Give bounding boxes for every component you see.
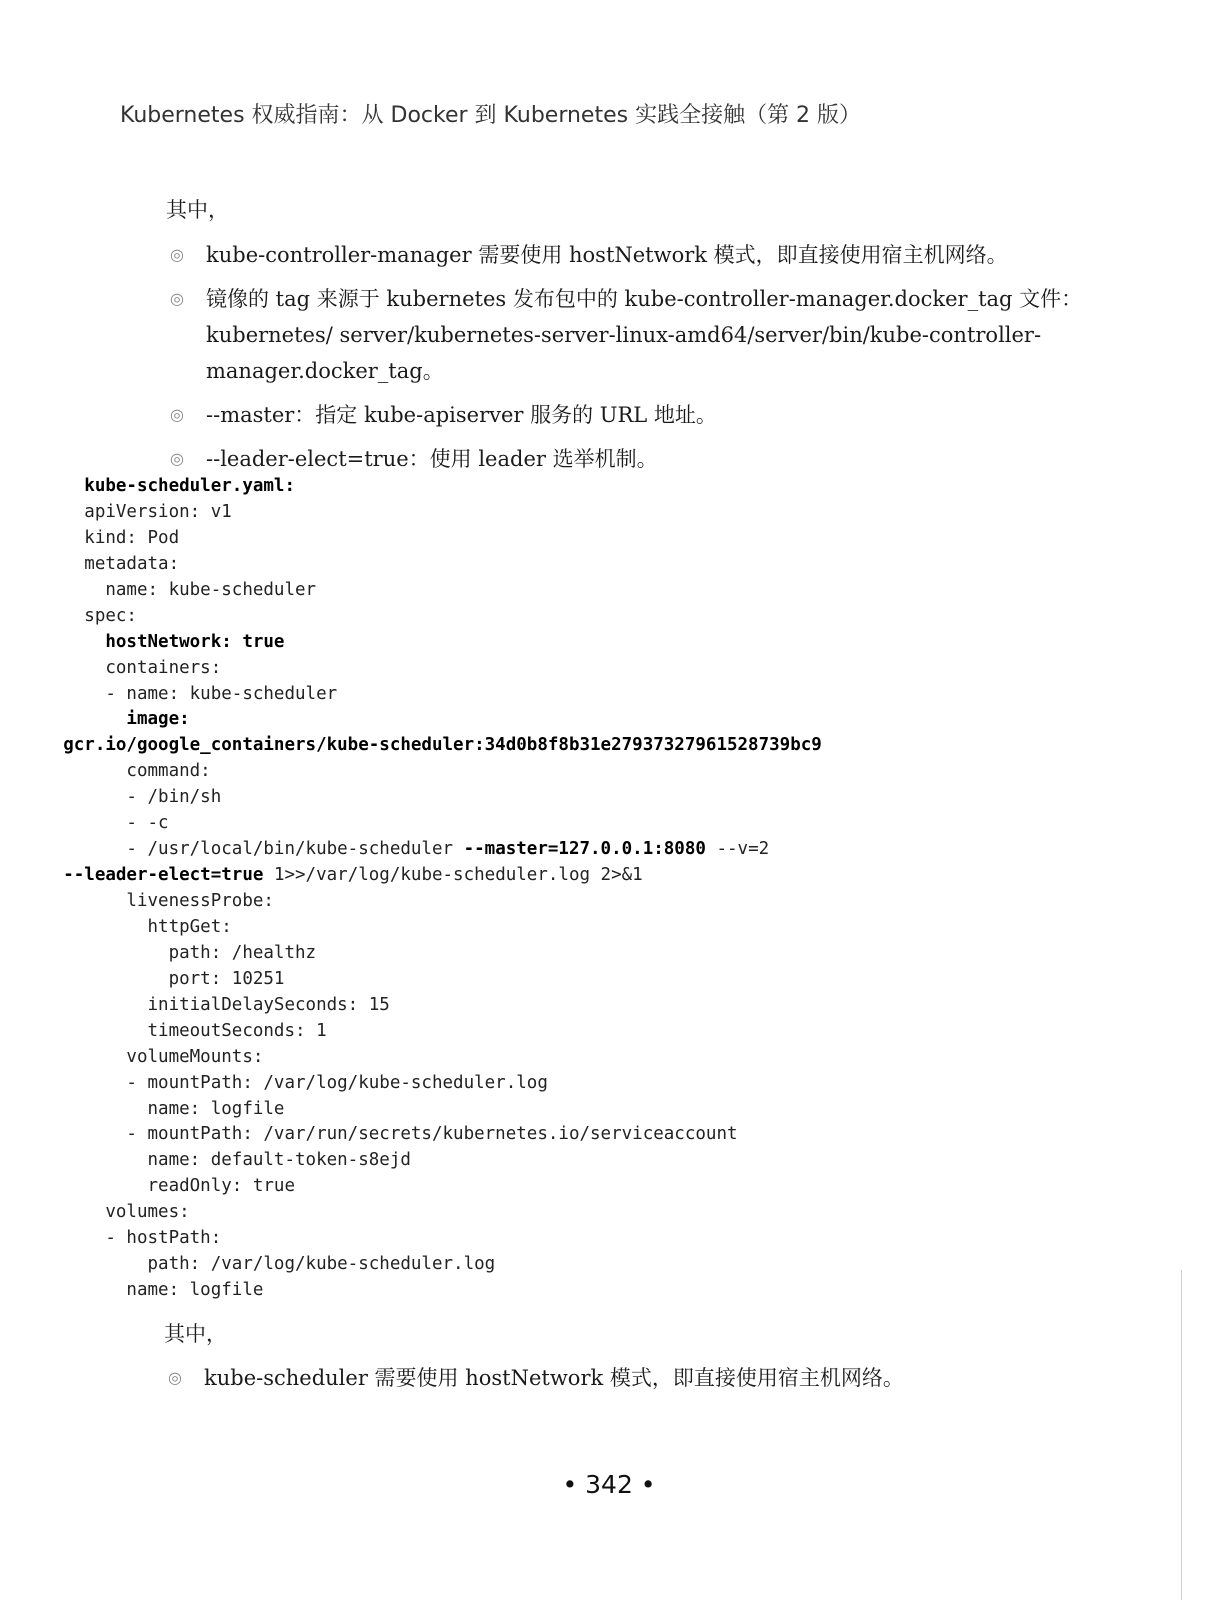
code-line (0, 630, 822, 656)
bullet-text: kube-controller-manager 需要使用 hostNetwork 模式，即直接使用宿主机网络。 (206, 243, 1008, 267)
code-segment: kind: Pod (0, 527, 180, 548)
code-line (0, 837, 822, 863)
double-circle-bullet-icon: ◎ (170, 405, 184, 424)
code-line (0, 733, 822, 759)
code-segment: containers: (0, 657, 222, 678)
code-segment: volumes: (0, 1202, 190, 1223)
code-line (0, 1097, 822, 1123)
bullet-text: 镜像的 tag 来源于 kubernetes 发布包中的 kube-controller-manager.docker_tag 文件：kubernetes/ server/kubernetes-server-linux-amd64/server/bin/kube-controller-manager.docker_tag。 (206, 287, 1083, 383)
code-segment: - hostPath: (0, 1228, 222, 1249)
code-segment: name: logfile (0, 1098, 285, 1119)
bullet-text: --master：指定 kube-apiserver 服务的 URL 地址。 (206, 403, 717, 427)
code-line (0, 500, 822, 526)
code-line (0, 1148, 822, 1174)
code-segment: 1>>/var/log/kube-scheduler.log 2>&1 (263, 865, 643, 886)
code-line (0, 707, 822, 733)
code-bold-segment: --leader-elect=true (0, 865, 264, 886)
double-circle-bullet-icon: ◎ (168, 1368, 182, 1387)
code-segment: metadata: (0, 553, 180, 574)
bullet-item (164, 1360, 1094, 1396)
code-line (0, 1045, 822, 1071)
code-line (0, 656, 822, 682)
code-segment: - /bin/sh (0, 787, 222, 808)
code-line (0, 915, 822, 941)
section1-bullet-list (166, 237, 1096, 485)
code-bold-segment: gcr.io/google_containers/kube-scheduler:34d0b8f8b31e27937327961528739bc9 (0, 735, 822, 756)
double-circle-bullet-icon: ◎ (170, 449, 184, 468)
code-line (0, 863, 822, 889)
double-circle-bullet-icon: ◎ (170, 245, 184, 264)
bullet-item (166, 397, 1096, 433)
code-line (0, 785, 822, 811)
bullet-text: --leader-elect=true：使用 leader 选举机制。 (206, 447, 658, 471)
code-line (0, 1226, 822, 1252)
code-line (0, 474, 822, 500)
page-number: • 342 • (562, 1470, 656, 1499)
code-segment: initialDelaySeconds: 15 (0, 994, 390, 1015)
code-line (0, 1071, 822, 1097)
code-segment: name: default-token-s8ejd (0, 1150, 411, 1171)
section2-bullet-list (164, 1360, 1094, 1404)
code-segment: path: /healthz (0, 942, 317, 963)
code-line (0, 811, 822, 837)
code-bold-segment: hostNetwork: true (0, 631, 285, 652)
bullet-item (166, 441, 1096, 477)
code-segment: name: kube-scheduler (0, 579, 317, 600)
bullet-item (166, 237, 1096, 273)
code-segment: apiVersion: v1 (0, 501, 232, 522)
scan-edge-line (1181, 1270, 1182, 1600)
yaml-code-block (0, 474, 822, 1304)
code-bold-segment: kube-scheduler.yaml: (0, 476, 296, 496)
code-line (0, 993, 822, 1019)
code-line (0, 967, 822, 993)
code-segment: - mountPath: /var/run/secrets/kubernetes.io/serviceaccount (0, 1124, 738, 1145)
code-line (0, 1174, 822, 1200)
code-segment: --v=2 (705, 839, 770, 860)
code-segment: command: (0, 761, 211, 782)
code-line (0, 682, 822, 708)
code-line (0, 1278, 822, 1304)
code-line (0, 889, 822, 915)
code-bold-segment: image: (0, 709, 190, 730)
code-segment: readOnly: true (0, 1176, 296, 1197)
code-segment: port: 10251 (0, 968, 285, 989)
code-segment: name: logfile (0, 1280, 264, 1301)
bullet-item (166, 281, 1096, 389)
section2-intro: 其中， (164, 1322, 227, 1346)
code-line (0, 1200, 822, 1226)
code-line (0, 526, 822, 552)
code-segment: httpGet: (0, 916, 232, 937)
code-segment: - name: kube-scheduler (0, 683, 338, 704)
code-segment: path: /var/log/kube-scheduler.log (0, 1254, 496, 1275)
bullet-text: kube-scheduler 需要使用 hostNetwork 模式，即直接使用宿主机网络。 (204, 1366, 904, 1390)
code-segment: spec: (0, 605, 137, 626)
code-line (0, 759, 822, 785)
code-line (0, 1019, 822, 1045)
code-line (0, 1122, 822, 1148)
code-segment: livenessProbe: (0, 891, 274, 911)
code-line (0, 1252, 822, 1278)
code-line (0, 578, 822, 604)
code-segment: - /usr/local/bin/kube-scheduler (0, 839, 464, 860)
code-segment: - mountPath: /var/log/kube-scheduler.log (0, 1072, 548, 1093)
code-line (0, 552, 822, 578)
code-line (0, 941, 822, 967)
code-segment: volumeMounts: (0, 1046, 264, 1067)
code-segment: - -c (0, 813, 169, 834)
code-bold-segment: --master=127.0.0.1:8080 (463, 839, 706, 860)
section1-intro: 其中， (166, 198, 229, 222)
code-line (0, 604, 822, 630)
running-header: Kubernetes 权威指南：从 Docker 到 Kubernetes 实践全接触（第 2 版） (120, 103, 862, 128)
double-circle-bullet-icon: ◎ (170, 289, 184, 308)
code-segment: timeoutSeconds: 1 (0, 1020, 327, 1041)
